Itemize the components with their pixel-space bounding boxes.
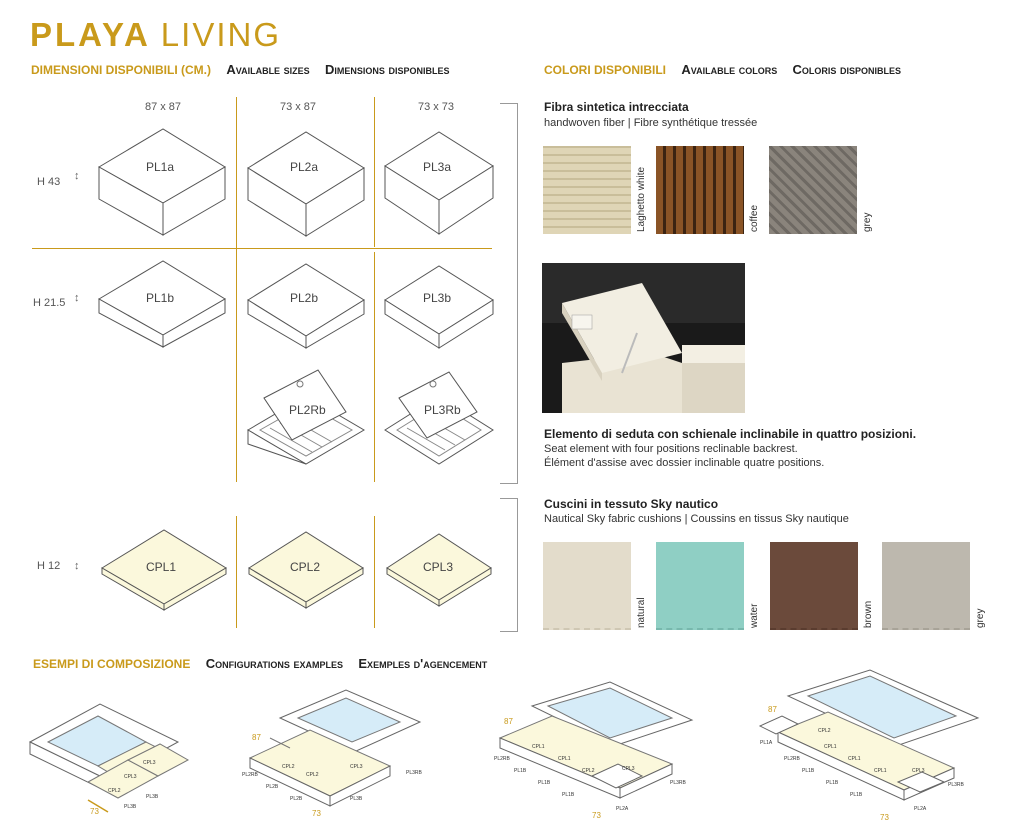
block-label: CPL3 — [423, 560, 454, 574]
svg-text:PL2A: PL2A — [914, 806, 927, 812]
svg-text:PL1B: PL1B — [562, 792, 575, 798]
height-arrow-icon: ↕ — [74, 170, 80, 182]
fiber-title: Fibra sintetica intrecciata — [544, 100, 689, 114]
svg-text:PL1B: PL1B — [850, 792, 863, 798]
svg-text:73: 73 — [90, 807, 99, 815]
fiber-subtitle: handwoven fiber | Fibre synthétique tressée — [544, 117, 758, 129]
svg-text:PL1B: PL1B — [538, 780, 551, 786]
svg-text:CPL2: CPL2 — [582, 768, 595, 774]
bracket — [500, 498, 518, 632]
block-pl2b — [246, 262, 366, 350]
height-label-43: H 43 — [37, 176, 61, 188]
svg-text:CPL3: CPL3 — [124, 774, 137, 780]
grid-divider — [374, 97, 375, 247]
swatch-natural — [543, 542, 631, 630]
svg-text:PL3B: PL3B — [146, 794, 159, 800]
svg-text:PL1B: PL1B — [514, 768, 527, 774]
swatch-label: water — [749, 603, 760, 628]
block-label: PL1b — [146, 291, 175, 305]
svg-text:PL2A: PL2A — [616, 806, 629, 812]
seat-line-fr: Élément d'assise avec dossier inclinable quatre positions. — [544, 457, 825, 469]
svg-text:PL3RB: PL3RB — [406, 770, 422, 776]
svg-text:CPL1: CPL1 — [558, 756, 571, 762]
page-title: PLAYA LIVING — [30, 16, 281, 53]
svg-text:CPL3: CPL3 — [622, 766, 635, 772]
swatch-brown — [770, 542, 858, 630]
seat-element-photo — [542, 263, 745, 413]
block-label: PL1a — [146, 160, 175, 174]
swatch-label: grey — [862, 212, 873, 232]
block-pl3a — [383, 130, 495, 236]
sizes-heading: DIMENSIONI DISPONIBILI (CM.) Available sizes Dimensions disponibles — [31, 62, 450, 77]
block-label: PL2Rb — [289, 403, 326, 417]
svg-text:PL1A: PL1A — [760, 740, 773, 746]
colors-heading: COLORI DISPONIBILI Available colors Coloris disponibles — [544, 62, 902, 77]
svg-text:PL1B: PL1B — [826, 780, 839, 786]
cushions-title: Cuscini in tessuto Sky nautico — [544, 497, 719, 511]
size-label-73x73: 73 x 73 — [417, 101, 455, 113]
seat-title: Elemento di seduta con schienale inclinabile in quattro posizioni. — [544, 427, 917, 441]
height-label-12: H 12 — [37, 560, 61, 572]
swatch-label: coffee — [749, 204, 760, 232]
block-label: PL3Rb — [424, 403, 461, 417]
svg-text:CPL1: CPL1 — [848, 756, 861, 762]
svg-text:PL2B: PL2B — [290, 796, 303, 802]
size-label-87x87: 87 x 87 — [144, 101, 182, 113]
svg-text:PL2RB: PL2RB — [784, 756, 800, 762]
svg-text:CPL2: CPL2 — [818, 728, 831, 734]
svg-text:CPL2: CPL2 — [108, 788, 121, 794]
seat-line-en: Seat element with four positions reclinable backrest. — [544, 443, 798, 455]
cushions-subtitle: Nautical Sky fabric cushions | Coussins en tissus Sky nautique — [544, 513, 849, 525]
svg-text:87: 87 — [504, 717, 513, 726]
block-label: PL2b — [290, 291, 319, 305]
height-label-21-5: H 21.5 — [33, 297, 66, 309]
svg-text:CPL2: CPL2 — [306, 772, 319, 778]
svg-text:CPL3: CPL3 — [912, 768, 925, 774]
block-label: PL3b — [423, 291, 452, 305]
svg-text:73: 73 — [880, 813, 889, 822]
swatch-laghetto-white — [543, 146, 631, 234]
swatch-label: grey — [975, 608, 986, 628]
grid-divider — [374, 516, 375, 628]
bracket — [500, 103, 518, 484]
svg-text:PL3RB: PL3RB — [948, 782, 964, 788]
block-label: PL3a — [423, 160, 452, 174]
swatch-label: natural — [636, 597, 647, 628]
block-pl1a — [97, 127, 227, 237]
svg-text:PL3B: PL3B — [350, 796, 363, 802]
svg-text:PL2RB: PL2RB — [242, 772, 258, 778]
svg-text:PL3RB: PL3RB — [670, 780, 686, 786]
examples-heading: ESEMPI DI COMPOSIZIONE Configurations examples Exemples d'agencement — [33, 656, 488, 671]
config-example-2 — [240, 688, 430, 823]
svg-text:87: 87 — [768, 705, 777, 714]
block-pl2a — [246, 130, 366, 238]
config-example-3 — [492, 680, 702, 825]
svg-text:CPL3: CPL3 — [143, 760, 156, 766]
svg-text:PL3B: PL3B — [124, 804, 137, 810]
swatch-grey-fiber — [769, 146, 857, 234]
config-example-4 — [758, 668, 988, 829]
grid-divider — [32, 248, 492, 249]
block-pl3rb — [383, 370, 495, 466]
swatch-label: Laghetto white — [636, 166, 647, 232]
svg-text:CPL1: CPL1 — [874, 768, 887, 774]
config-example-1 — [28, 700, 208, 820]
height-arrow-icon: ↕ — [74, 560, 80, 572]
block-label: PL2a — [290, 160, 319, 174]
grid-divider — [374, 252, 375, 482]
block-label: CPL2 — [290, 560, 321, 574]
svg-text:CPL1: CPL1 — [824, 744, 837, 750]
svg-text:PL2RB: PL2RB — [494, 756, 510, 762]
block-pl3b — [383, 264, 495, 350]
seat-element-description — [544, 427, 944, 470]
svg-text:PL1B: PL1B — [802, 768, 815, 774]
svg-text:CPL1: CPL1 — [532, 744, 545, 750]
block-label: CPL1 — [146, 560, 177, 574]
swatch-grey-cushion — [882, 542, 970, 630]
size-label-73x87: 73 x 87 — [279, 101, 317, 113]
svg-text:87: 87 — [252, 733, 261, 742]
svg-text:73: 73 — [312, 809, 321, 818]
swatch-label: brown — [863, 600, 874, 628]
grid-divider — [236, 516, 237, 628]
svg-text:PL2B: PL2B — [266, 784, 279, 790]
swatch-coffee — [656, 146, 744, 234]
svg-text:73: 73 — [592, 811, 601, 820]
grid-divider — [236, 97, 237, 482]
svg-text:CPL2: CPL2 — [282, 764, 295, 770]
swatch-water — [656, 542, 744, 630]
height-arrow-icon: ↕ — [74, 292, 80, 304]
svg-text:CPL3: CPL3 — [350, 764, 363, 770]
